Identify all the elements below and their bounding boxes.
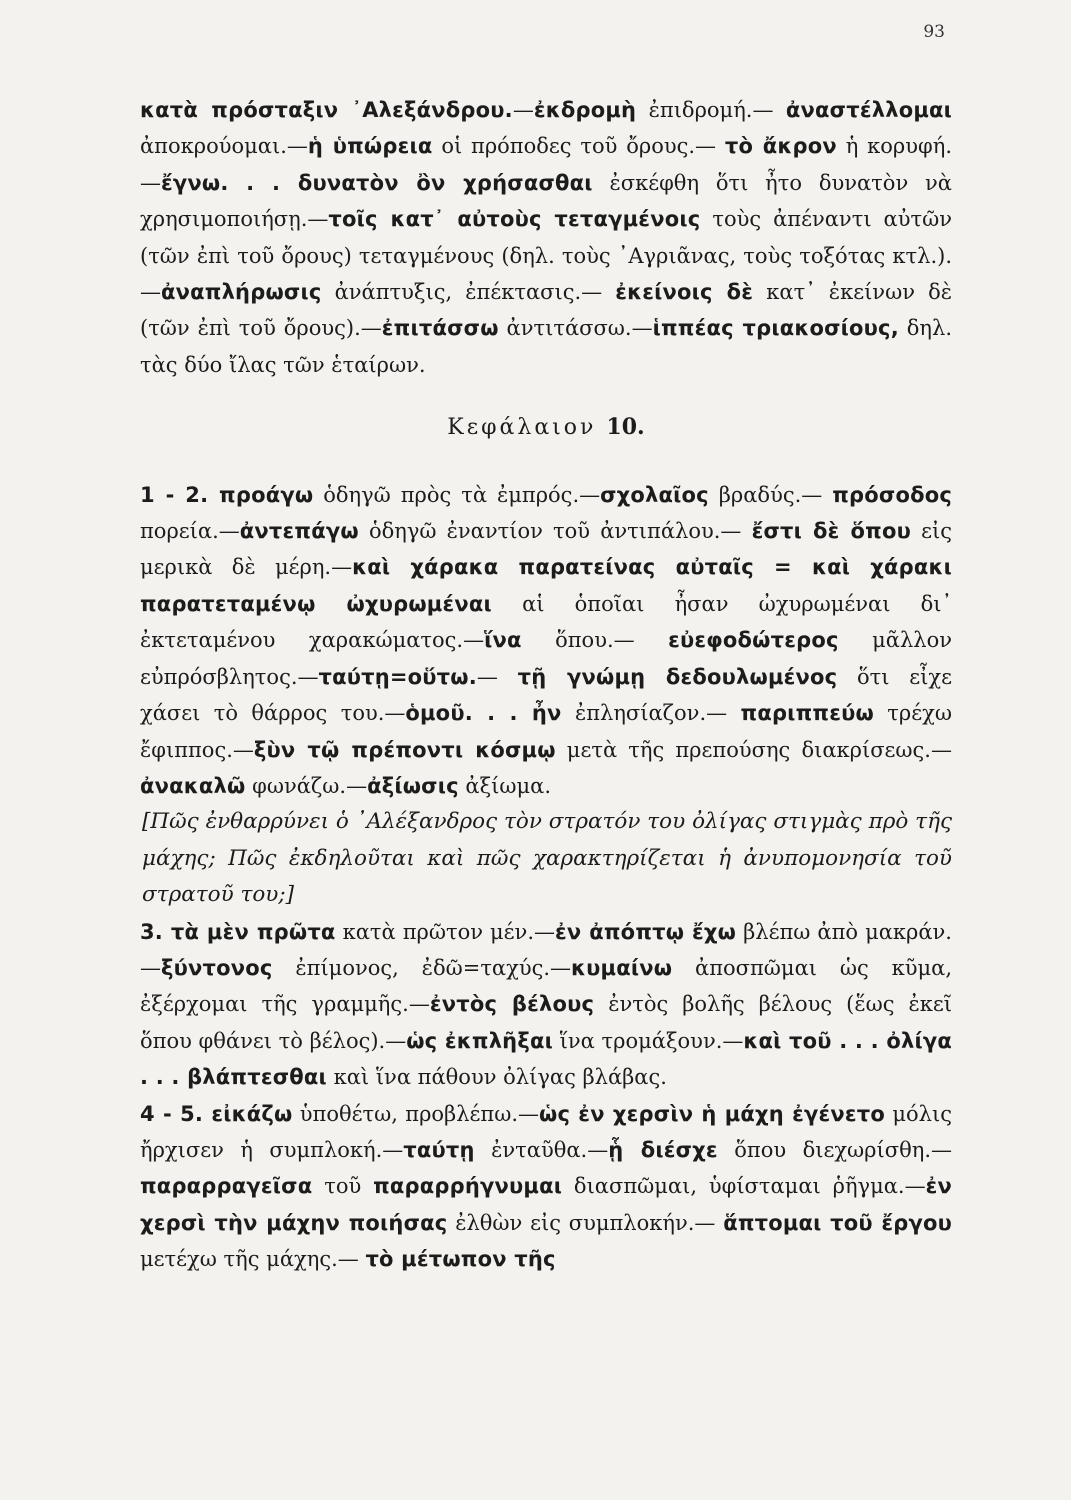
headword: ταύτῃ=οὕτω. — [318, 664, 477, 689]
gloss-text: κατ᾿ ἐκείνων δὲ (τῶν ἐπὶ τοῦ ὄρους).— — [140, 280, 952, 341]
gloss-text: ἐντὸς βολῆς βέλους (ἕως ἐκεῖ ὅπου φθάνει τὸ βέλος).— — [140, 992, 952, 1053]
headword: ἐν ἀπόπτῳ ἔχω — [555, 919, 737, 944]
gloss-text: ἀξίωμα. — [458, 773, 552, 798]
headword: 4 - 5. εἰκάζω — [140, 1101, 293, 1126]
gloss-text: ὑποθέτω, προβλέπω.— — [292, 1101, 539, 1126]
headword: ταύτῃ — [403, 1137, 475, 1162]
headword: παραρρήγνυμαι — [373, 1174, 563, 1199]
headword: σχολαῖος — [600, 482, 709, 507]
gloss-text: ἐνταῦθα.— — [474, 1137, 609, 1162]
gloss-text: ἀντιτάσσω.— — [498, 316, 653, 341]
headword: παραρραγεῖσα — [140, 1174, 313, 1199]
gloss-text: τοῦ — [312, 1174, 374, 1199]
headword: ἵνα — [484, 628, 522, 653]
gloss-text: ἐλθὼν εἰς συμπλοκήν.— — [447, 1210, 724, 1235]
headword: ἀναστέλλομαι — [785, 98, 952, 122]
headword: ἔγνω. . . δυνατὸν ὂν χρήσασθαι — [161, 170, 593, 195]
headword: ἐν χερσὶ τὴν μάχην ποιήσας — [140, 1174, 952, 1235]
gloss-text: βλέπω ἀπὸ μακράν.— — [140, 919, 952, 980]
gloss-text: ὅτι εἶχε χάσει τὸ θάρρος του.— — [140, 664, 952, 726]
headword: 3. τὰ μὲν πρῶτα — [140, 919, 336, 944]
gloss-text: κατὰ πρῶτον μέν.— — [335, 919, 555, 944]
headword: εὐεφοδώτερος — [668, 628, 839, 653]
headword: ἀνακαλῶ — [140, 773, 246, 798]
headword: ἐπιτάσσω — [381, 316, 499, 341]
gloss-text: ἐπλησίαζον.— — [561, 701, 741, 726]
gloss-text: εἰς μερικὰ δὲ μέρη.— — [140, 519, 952, 580]
headword: καὶ τοῦ . . . ὀλίγα . . . βλάπτεσθαι — [140, 1028, 952, 1090]
gloss-text: καὶ ἵνα πάθουν ὀλίγας βλάβας. — [326, 1065, 667, 1090]
headword: ᾗ διέσχε — [608, 1137, 718, 1162]
paragraph-sections-1-2 — [140, 477, 952, 805]
headword: ἐντὸς βέλους — [429, 992, 595, 1017]
gloss-text: ἵνα τρομάξουν.— — [552, 1028, 744, 1053]
paragraph-section-3 — [140, 914, 952, 1096]
headword: ξύντονος — [161, 955, 273, 980]
gloss-text: δηλ. τὰς δύο ἴλας τῶν ἑταίρων. — [140, 316, 952, 377]
headword: ἅπτομαι τοῦ ἔργου — [723, 1210, 952, 1235]
gloss-text: ἐπιδρομή.— — [636, 98, 786, 122]
page-number: 93 — [923, 22, 945, 42]
gloss-text: ἐσκέφθη ὅτι ἦτο δυνατὸν νὰ χρησιμοποιήσῃ.— — [140, 170, 952, 232]
headword: ὡς ἐκπλῆξαι — [406, 1028, 553, 1053]
paragraph-sections-4-5 — [140, 1096, 952, 1278]
headword: τὸ μέτωπον τῆς — [365, 1247, 556, 1272]
gloss-text: αἱ ὁποῖαι ἦσαν ὠχυρωμέναι δι᾿ ἐκτεταμένου χαρακώματος.— — [140, 591, 953, 653]
headword: ἀναπλήρωσις — [161, 280, 322, 305]
gloss-text: ὁδηγῶ πρὸς τὰ ἐμπρός.— — [313, 482, 601, 507]
headword: ἐκείνοις δὲ — [615, 280, 754, 305]
gloss-text: ὁδηγῶ ἐναντίον τοῦ ἀντιπάλου.— — [358, 519, 752, 544]
headword: τοῖς κατ᾿ αὐτοὺς τεταγμένοις — [328, 207, 701, 232]
gloss-text: φωνάζω.— — [245, 773, 368, 798]
gloss-text: ἡ κορυφή.— — [140, 134, 953, 195]
headword: ἡ ὑπώρεια — [307, 134, 433, 159]
gloss-text: διασπῶμαι, ὑφίσταμαι ῥῆγμα.— — [562, 1174, 926, 1199]
headword: ἔστι δὲ ὅπου — [751, 519, 911, 544]
chapter-heading-number: 10. — [606, 414, 645, 441]
headword: κυμαίνω — [571, 955, 673, 980]
gloss-text: τρέχω ἔφιππος.— — [140, 701, 953, 762]
headword: ὡς ἐν χερσὶν ἡ μάχη ἐγένετο — [539, 1101, 886, 1126]
gloss-text: ἀνάπτυξις, ἐπέκτασις.— — [321, 280, 616, 305]
headword: ὁμοῦ. . . ἦν — [405, 701, 562, 726]
chapter-heading-label: Κεφάλαιον — [447, 415, 597, 441]
headword: παριππεύω — [740, 701, 874, 726]
gloss-text: μετὰ τῆς πρεπούσης διακρίσεως.— — [555, 737, 952, 762]
gloss-text: ὅπου διεχωρίσθη.— — [717, 1137, 952, 1162]
headword: ἀντεπάγω — [239, 519, 359, 544]
headword: κατὰ πρόσταξιν ᾿Αλεξάνδρου. — [140, 98, 513, 122]
study-question: [Πῶς ἐνθαρρύνει ὁ ᾿Αλέξανδρος τὸν στρατόν του ὀλίγας στιγμὰς πρὸ τῆς μάχης; Πῶς ἐκδηλοῦται καὶ πῶς χαρακτηρίζεται ἡ ἀνυπομονησία τοῦ στρατοῦ του;] — [142, 809, 952, 908]
headword: πρόσοδος — [832, 482, 952, 507]
gloss-text: — — [476, 664, 518, 689]
headword: τὸ ἄκρον — [724, 134, 837, 159]
headword: ἱππέας τριακοσίους, — [652, 316, 899, 341]
chapter-heading — [140, 409, 952, 446]
gloss-text: — — [512, 98, 534, 122]
gloss-text: οἱ πρόποδες τοῦ ὄρους.— — [432, 134, 725, 159]
paragraph-vocab-intro — [140, 92, 952, 383]
gloss-text: ὅπου.— — [521, 628, 669, 653]
gloss-text: ἐπίμονος, ἐδῶ=ταχύς.— — [272, 955, 572, 980]
gloss-text: ἀποσπῶμαι ὡς κῦμα, ἐξέρχομαι τῆς γραμμῆς.— — [140, 955, 952, 1017]
gloss-text: μετέχω τῆς μάχης.— — [140, 1247, 366, 1272]
headword: 1 - 2. προάγω — [140, 482, 314, 507]
page-body — [140, 92, 952, 1278]
gloss-text: τοὺς ἀπέναντι αὐτῶν (τῶν ἐπὶ τοῦ ὄρους) τεταγμένους (δηλ. τοὺς ᾿Αγριᾶνας, τοὺς τοξότας κτλ.).— — [140, 207, 952, 305]
headword: ἀξίωσις — [367, 773, 459, 798]
gloss-text: μᾶλλον εὐπρόσβλητος.— — [140, 628, 952, 689]
gloss-text: ἀποκρούομαι.— — [140, 134, 308, 159]
headword: ἐκδρομὴ — [533, 98, 637, 122]
headword: ξὺν τῷ πρέποντι κόσμῳ — [253, 737, 556, 762]
gloss-text: βραδύς.— — [708, 482, 833, 507]
headword: καὶ χάρακα παρατείνας αὐταῖς = καὶ χάρακι παρατεταμένῳ ὠχυρωμέναι — [140, 555, 952, 616]
gloss-text: μόλις ἤρχισεν ἡ συμπλοκή.— — [140, 1101, 952, 1162]
headword: τῇ γνώμῃ δεδουλωμένος — [517, 664, 838, 689]
gloss-text: πορεία.— — [140, 519, 240, 544]
